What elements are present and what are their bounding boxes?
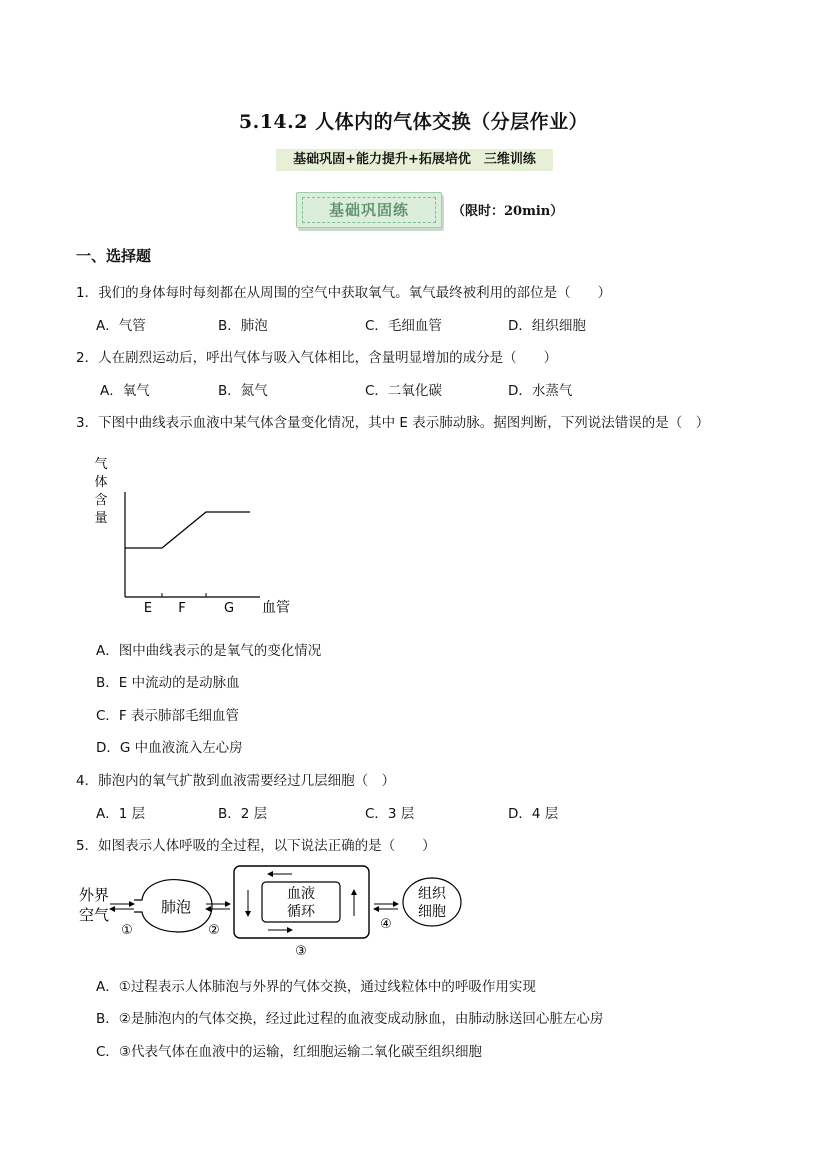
x-tick-f: F	[178, 601, 186, 616]
y-label-char-3: 含	[94, 493, 108, 508]
question-4-stem: 4．肺泡内的氧气扩散到血液需要经过几层细胞（ ）	[76, 773, 396, 789]
blood-label-2: 循环	[287, 904, 315, 920]
time-limit: （限时：20min）	[452, 204, 564, 219]
step-4-label: ④	[380, 917, 392, 932]
respiration-diagram	[72, 862, 472, 962]
outside-air-label-1: 外界	[78, 886, 110, 904]
q1-option-c: C．毛细血管	[365, 318, 442, 334]
q4-option-b: B．2 层	[218, 806, 268, 822]
q2-option-b: B．氮气	[218, 383, 268, 399]
question-3-stem: 3．下图中曲线表示血液中某气体含量变化情况，其中 E 表示肺动脉。据图判断，下列说法错误的是（ ）	[76, 415, 710, 431]
gas-curve	[125, 512, 250, 548]
q2-option-d: D．水蒸气	[508, 383, 573, 399]
badge-label: 基础巩固练	[302, 197, 436, 223]
q5-option-a: A．①过程表示人体肺泡与外界的气体交换，通过线粒体中的呼吸作用实现	[96, 979, 536, 995]
subtitle-banner: 基础巩固+能力提升+拓展培优 三维训练	[276, 149, 553, 171]
q2-option-c: C．二氧化碳	[365, 383, 442, 399]
q1-option-d: D．组织细胞	[508, 318, 586, 334]
q3-option-c: C．F 表示肺部毛细血管	[96, 708, 239, 724]
outside-air-label-2: 空气	[78, 906, 110, 924]
q4-option-c: C．3 层	[365, 806, 415, 822]
section-badge	[296, 192, 442, 228]
circulation-outer-box	[234, 866, 369, 938]
x-axis-label: 血管	[262, 600, 290, 616]
q1-option-a: A．气管	[96, 318, 146, 334]
x-tick-g: G	[223, 601, 235, 616]
question-5-stem: 5．如图表示人体呼吸的全过程，以下说法正确的是（ ）	[76, 838, 436, 854]
question-2-stem: 2．人在剧烈运动后，呼出气体与吸入气体相比，含量明显增加的成分是（ ）	[76, 350, 558, 366]
step-1-label: ①	[121, 923, 133, 938]
q5-option-b: B．②是肺泡内的气体交换，经过此过程的血液变成动脉血，由肺动脉送回心脏左心房	[96, 1011, 604, 1027]
question-1-stem: 1．我们的身体每时每刻都在从周围的空气中获取氧气。氧气最终被利用的部位是（ ）	[76, 285, 612, 301]
page-title: 5.14.2 人体内的气体交换（分层作业）	[238, 111, 589, 133]
tissue-label-2: 细胞	[418, 904, 446, 920]
q2-option-a: A．氧气	[100, 383, 150, 399]
q4-option-d: D．4 层	[508, 806, 559, 822]
alveolus-label: 肺泡	[160, 898, 192, 916]
y-label-char-1: 气	[94, 457, 108, 472]
tissue-label-1: 组织	[418, 886, 446, 902]
q5-option-c: C．③代表气体在血液中的运输，红细胞运输二氧化碳至组织细胞	[96, 1044, 483, 1060]
gas-content-graph	[90, 450, 310, 622]
blood-label-1: 血液	[287, 886, 315, 902]
q3-option-b: B．E 中流动的是动脉血	[96, 675, 240, 691]
q3-option-a: A．图中曲线表示的是氧气的变化情况	[96, 643, 322, 659]
x-tick-e: E	[143, 601, 153, 616]
step-3-label: ③	[295, 944, 307, 959]
q4-option-a: A．1 层	[96, 806, 146, 822]
q1-option-b: B．肺泡	[218, 318, 268, 334]
step-2-label: ②	[208, 923, 220, 938]
section-title: 一、选择题	[76, 247, 152, 265]
y-label-char-4: 量	[94, 511, 108, 526]
q3-option-d: D．G 中血液流入左心房	[96, 740, 243, 756]
y-label-char-2: 体	[94, 475, 108, 490]
